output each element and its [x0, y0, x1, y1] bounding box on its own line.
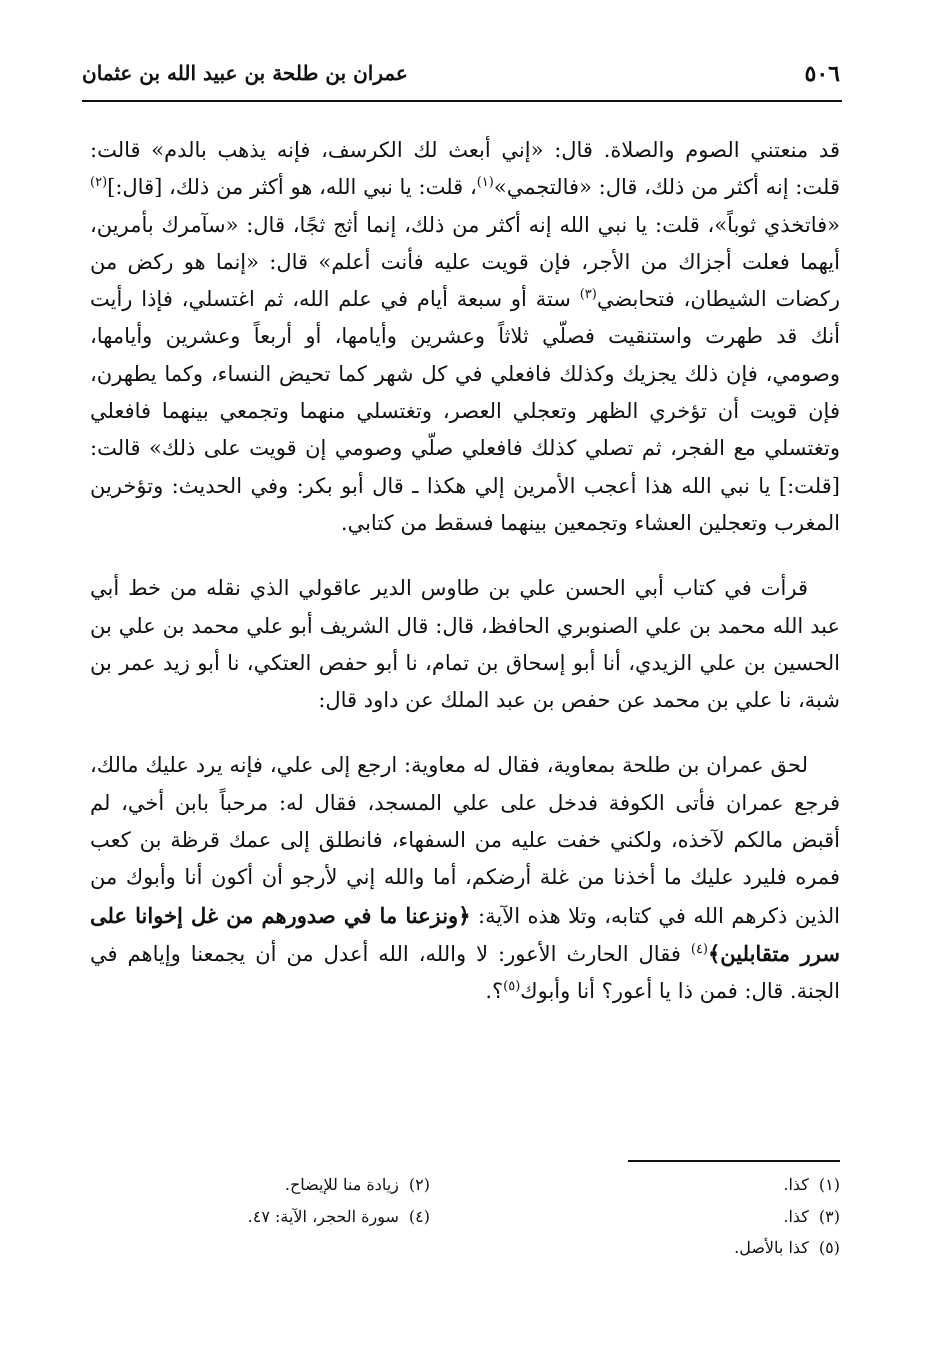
quran-verse: ﴿ونزعنا ما في صدورهم من غل إخوانا على سرر متقابلين﴾ [90, 902, 840, 966]
footnote-number: (٥) [818, 1238, 840, 1257]
footnote-number: (١) [818, 1175, 840, 1194]
footnote-item [285, 1170, 430, 1199]
running-title: عمران بن طلحة بن عبيد الله بن عثمان [82, 61, 408, 85]
header-divider [82, 100, 842, 102]
footnote-text: كذا. [783, 1175, 809, 1194]
footnote-ref: (٤) [690, 941, 708, 957]
main-text [90, 132, 840, 1011]
footnote-item [783, 1202, 840, 1231]
paragraph-narrative [90, 747, 840, 1010]
text-run: فقال الحارث الأعور: لا والله، الله أعدل من أن يجمعنا وإياهم في الجنة. قال: فمن ذا يا أعور؟ أنا وأبوك [90, 941, 840, 1004]
footnote-divider [628, 1160, 840, 1162]
footnote-ref: (٢) [90, 175, 108, 191]
footnote-ref: (٣) [579, 287, 597, 303]
footnote-ref: (١) [476, 175, 494, 191]
footnote-number: (٤) [408, 1207, 430, 1226]
footnote-number: (٢) [408, 1175, 430, 1194]
footnote-text: زيادة منا للإيضاح. [284, 1175, 399, 1194]
footnote-text: كذا. [783, 1207, 809, 1226]
footnote-item [783, 1170, 840, 1199]
paragraph-isnad [90, 570, 840, 719]
footnote-number: (٣) [818, 1207, 840, 1226]
text-run: قرأت في كتاب أبي الحسن علي بن طاوس الدير عاقولي الذي نقله من خط أبي عبد الله محمد بن علي الصنوبري الحافظ، قال: قال الشريف أبو علي محمد بن علي بن الحسين بن علي الزيدي، أنا أبو إسحاق بن تمام، نا أبو حفص العتكي، نا أبو زيد عمر بن شبة، نا علي بن محمد عن حفص بن عبد الملك عن داود قال: [90, 576, 840, 713]
footnote-item [734, 1233, 840, 1262]
footnote-ref: (٥) [503, 979, 521, 995]
text-run: «فاتخذي ثوباً»، قلت: يا نبي الله إنه أكثر من ذلك، إنما أثج ثجًا، قال: «سآمرك بأمرين، أيهما فعلت أجزاك من الأجر، فإن قويت عليه فأنت أعلم» قال: «إنما هو ركض من ركضات الشيطان، فتحابضي [90, 212, 840, 312]
footnote-text: سورة الحجر، الآية: ٤٧. [247, 1207, 399, 1226]
text-run: ، قلت: يا نبي الله، هو أكثر من ذلك، [قال:] [107, 175, 477, 200]
paragraph-hadith [90, 132, 840, 542]
footnote-text: كذا بالأصل. [734, 1238, 809, 1257]
page-number: ٥٠٦ [804, 61, 840, 87]
footnote-item [248, 1202, 430, 1231]
text-run: ستة أو سبعة أيام في علم الله، ثم اغتسلي، فإذا رأيت أنك قد طهرت واستنقيت فصلّي ثلاثاً وعشرين وأيامها، أو أربعاً وعشرين وأيامها، وصومي، فإن ذلك يجزيك وكذلك فافعلي في كل شهر كما تحيض النساء، وكما يطهرن، فإن قويت أن تؤخري الظهر وتعجلي العصر، وتغتسلي منهما وتجمعي بينهما فافعلي وتغتسلي مع الفجر، ثم تصلي كذلك فافعلي صلّي وصومي إن قويت على ذلك» قالت: [قلت:] يا نبي الله هذا أعجب الأمرين إلي هكذا ـ قال أبو بكر: وفي الحديث: وتؤخرين المغرب وتعجلين العشاء وتجمعين بينهما فسقط من كتابي. [90, 287, 840, 535]
text-run: لحق عمران بن طلحة بمعاوية، فقال له معاوية: ارجع إلى علي، فإنه يرد عليك مالك، فرجع عمران فأتى الكوفة فدخل على علي المسجد، فقال له: مرحباً بابن أخي، لم أقبض مالكم لآخذه، ولكني خفت عليه من السفهاء، فانطلق إلى عمك قرظة بن كعب فمره فليرد عليك ما أخذنا من غلة أرضكم، أما والله إني لأرجو أن أكون أنا وأبوك من الذين ذكرهم الله في كتابه، وتلا هذه الآية: [90, 753, 841, 928]
page-header [82, 55, 840, 97]
text-run: ؟. [485, 979, 504, 1004]
text-run: قد منعتني الصوم والصلاة. قال: «إني أبعث لك الكرسف، فإنه يذهب بالدم» قالت: قلت: إنه أكثر من ذلك، قال: «فالتجمي» [90, 138, 840, 200]
